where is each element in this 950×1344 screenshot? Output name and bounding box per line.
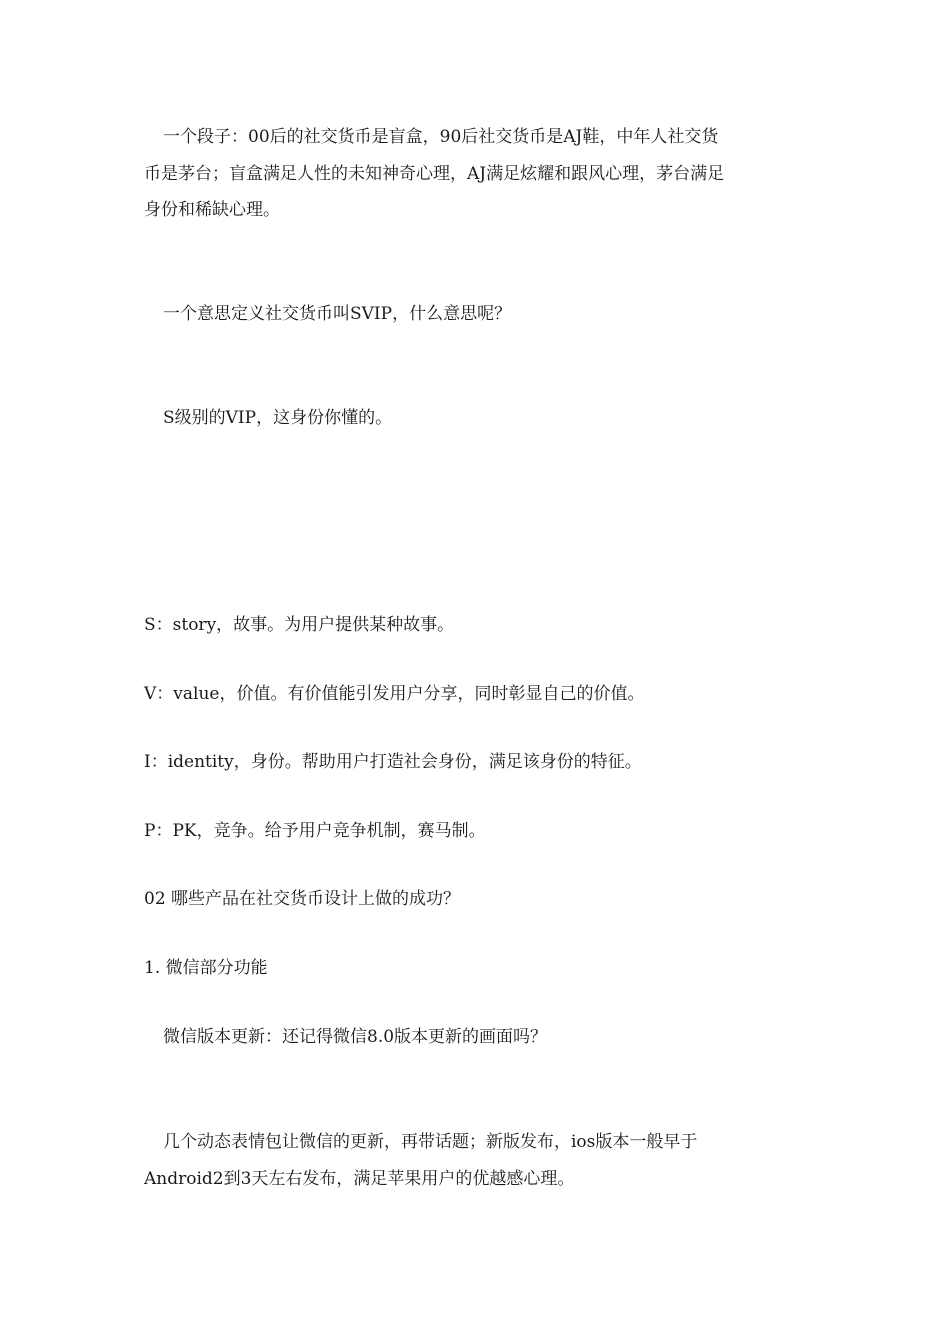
- text-line: 币是茅台；盲盒满足人性的未知神奇心理，AJ满足炫耀和跟风心理，茅台满足: [144, 163, 725, 184]
- text-line: Android2到3天左右发布，满足苹果用户的优越感心理。: [144, 1168, 575, 1189]
- text-line: V：value，价值。有价值能引发用户分享，同时彰显自己的价值。: [144, 684, 645, 704]
- paragraph-dynamic-stickers: [144, 1124, 804, 1197]
- paragraph-s-story: [144, 607, 804, 644]
- text-line: S：story，故事。为用户提供某种故事。: [144, 615, 455, 635]
- text-line: 一个段子：00后的社交货币是盲盒，90后社交货币是AJ鞋，中年人社交货: [163, 127, 719, 147]
- paragraph-svip-definition: [144, 296, 804, 333]
- text-line: 一个意思定义社交货币叫SVIP，什么意思呢？: [163, 304, 512, 324]
- text-line: S级别的VIP，这身份你懂的。: [163, 408, 393, 428]
- text-line: 1. 微信部分功能: [144, 958, 268, 978]
- paragraph-wechat-update: [144, 1019, 804, 1056]
- text-line: 身份和稀缺心理。: [144, 200, 280, 220]
- paragraph-social-currency-joke: [144, 119, 804, 229]
- text-line: 02 哪些产品在社交货币设计上做的成功？: [144, 889, 461, 909]
- text-line: I：identity，身份。帮助用户打造社会身份，满足该身份的特征。: [144, 752, 642, 772]
- text-line: 几个动态表情包让微信的更新，再带话题；新版发布，ios版本一般早于: [163, 1132, 698, 1152]
- text-line: P：PK，竞争。给予用户竞争机制，赛马制。: [144, 821, 486, 841]
- paragraph-i-identity: [144, 744, 804, 781]
- section-heading-02: [144, 881, 804, 918]
- paragraph-p-pk: [144, 813, 804, 850]
- text-line: 微信版本更新：还记得微信8.0版本更新的画面吗？: [163, 1027, 548, 1047]
- subheading-wechat-features: [144, 950, 804, 987]
- paragraph-v-value: [144, 676, 804, 713]
- paragraph-s-level-vip: [144, 400, 804, 437]
